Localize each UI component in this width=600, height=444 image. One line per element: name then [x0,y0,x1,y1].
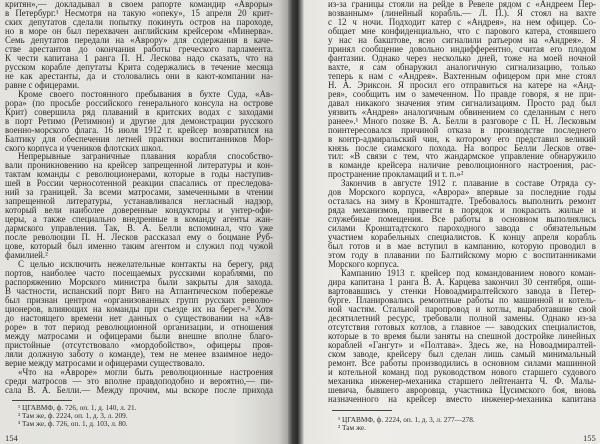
book-spine-gutter [288,0,304,444]
text-line: критян»,— докладывал в своем рапорте командир «Авроры» [5,0,273,9]
footnote: ¹ ЦГАВМФ, ф. 726, оп. 1, д. 140, л. 21. [18,403,137,412]
text-line: рора» (по просьбе российского генерального консула на острове [5,98,273,108]
left-page [0,0,290,444]
text-line: ционеров, влияющих на команды при съезде их на берег».³ Хотя [5,304,273,314]
text-line: шевича, бывшего авроровца, участника Цусимского боя, вновь [328,385,596,395]
text-line: ского корпуса и учеников флотских школ. [5,143,164,153]
text-line: Балтику для обеспечения летней практики воспитанников Мор- [5,134,273,144]
text-line: ском заводе, крейсеру был сделан лишь самый минимальный [328,349,596,359]
text-line: назначенного на крейсер вместо инженер-механика капитана [328,394,596,404]
text-line: тил: «В связи с тем, что жандармское управление обнаружило [328,152,596,162]
text-line: сала В. А. Белли.— Между прочим, мы вскоре после прихода [5,385,273,395]
text-line: пространение прокламаций и т. п.»² [328,170,464,180]
footnote: ³ Там же, ф. 726, оп. 1, д. 103, л. 80. [18,419,128,428]
text-line: тактам команды с революционерами, которые в годы наступив- [5,170,273,180]
text-line: Кампанию 1913 г. крейсер под командованием нового коман- [341,269,596,279]
text-line: принял сообщение довольно индифферентно, считая его плодом [328,44,596,54]
text-line: механика инженер-механика старшего лейтенанта Ч. Ф. Малы- [328,376,596,386]
footnote: ² Там же. [338,423,366,432]
text-line: этом году в плавании по Балтийскому морю с воспитанниками [328,251,596,261]
text-line: которые в то время были заняты на спешной достройке линейных [328,331,596,341]
text-line: давал никакого значения этим сигнализациям. Просто рад был [328,98,596,108]
text-line: общает мне конфиденциально, что с парового катера, стоявшего [328,26,596,36]
text-line: ляли должную заботу о команде), тем не менее взаимное недо- [5,349,273,359]
left-page-body [5,0,273,395]
text-line: уязвить «Андрея» аналогичным обвинением со сделанным с него [328,107,596,117]
text-line: между матросами и офицерами были внешне вполне благо- [5,331,273,341]
text-line: фамилией.² [5,251,48,261]
text-line: ранее».¹ Много позже В. А. Белли в разговоре с П. Н. Лесковым [328,116,596,126]
text-line: шей в России черносотенной реакции спасались от преследова- [5,179,273,189]
text-line: поинтересовался причиной отказа в производстве последнего [328,125,596,135]
text-line: служебные помещения. Все работы в основном выполнялись [328,215,596,225]
text-line: вахте, я сам обнаружил аналогичную сигнализацию, только [328,62,596,72]
text-line: отсутствия готовых котлов, а главное — заводских специалистов, [328,322,596,332]
text-line: после революции П. Н. Лесков рассказал ему о боцмане Руб- [5,233,273,243]
text-line: вартовавшись у стенки Новоадмиралтейского завода в Петер- [328,287,596,296]
text-line: но в море он был перехвачен английским крейсером «Минерва». [5,26,273,36]
right-page [304,0,600,444]
text-line: Закончив в августе 1912 г. плавание в составе Отряда су- [341,179,596,189]
text-line: Морского корпуса. [328,260,399,270]
text-line: вали проникновению на крейсер запрещенной литературы и кон- [5,161,273,171]
text-line: С целью исключить нежелательные контакты на берегу, ряд [18,260,273,270]
text-line: Кроме своего постоянного пребывания в бухте Суда, «Ав- [18,89,273,99]
text-line: участием корабельных специалистов. К концу апреля корабль [328,233,596,243]
footnote: ¹ ЦГАВМФ, ф. 2224, оп. 1, д. 3, л. 277—278. [338,415,475,424]
text-line: ной частям. Стальной паропровод и котлы, выработавшие свой [328,304,596,314]
text-line: портов, наиболее часто посещаемых русскими кораблями, по [5,269,273,279]
footnote-divider [332,410,392,411]
text-line: ремонт. Все работы производились в основном силами машинной [328,358,596,368]
text-line: русском корабле депутаты Крита содержались в течение месяца [5,62,273,72]
text-line: запрещенной литературы, устанавливался негласный надзор, [5,197,273,207]
text-line: дира капитана 1 ранга В. А. Карцева закончил 30 сентября, оши- [328,278,596,287]
text-line: ряда механизмов, привести в порядок и покрасить жилые и [328,206,596,216]
text-line: был готов и в мае вступил в кампанию, которую проводил в [328,242,596,252]
text-line: Крит) совершила ряд плаваний в критских водах с заходами [5,107,273,117]
text-line: силами Кронштадтского пароходного завода с обязательным [328,224,596,234]
text-line: фантазии. Однако через несколько дней, тоже на моей ночной [328,53,596,63]
text-line: у нас на бакштове, ясно сигналили ратьером на «Андрея». Я [328,35,596,45]
text-line: стве арестантов до окончания работы греческого парламента. [5,44,273,54]
text-line: цове, который был именно таким агентом и служил под чужой [5,242,273,252]
text-line: В частности, испанский порт Виго на Атлантическом побережье [5,287,273,296]
footnote: ² Там же, ф. 2224, оп. 1, д. 3, л. 209. [18,411,128,420]
text-line: в команде крейсера наличие революционного настроения, рас- [328,161,596,171]
text-line: верие между матросами и офицерами существовало. [5,358,205,368]
text-line: и котельной команд под руководством нового старшего судового [328,367,596,377]
text-line: с 12 ч ночи. Подходит катер с «Андрея», на нем офицер. Со- [328,17,596,27]
right-page-body [328,0,596,404]
footnote-divider [12,400,72,401]
text-line: в Петербург.¹ Несмотря на такую «опеку», 15 апреля 20 крит- [5,8,273,18]
text-line: К чести капитана 1 ранга П. Н. Лескова надо сказать, что на [5,53,273,63]
page-number: 155 [583,433,596,443]
text-line: который вели наиболее доверенные кондукторы и унтер-офи- [5,206,273,216]
text-line: дармского управления. Так, В. А. Белли вспоминал, что уже [5,224,273,234]
text-line: военно-морского флага. 16 июля 1912 г. крейсер возвратился на [5,125,273,135]
text-line: Н. А. Эриксон. Я просил его отправиться на катере на «Анд- [328,80,596,90]
text-line: был признан центром «организованных групп русских револю- [5,295,273,305]
text-line: десятилетний ресурс, требовали полной замены. Однако из-за [328,313,596,323]
text-line: дов Морского корпуса, «Аврора» впервые за последние годы [328,188,596,198]
text-line: распоряжению Морского министра были закрыты для захода. [5,278,273,287]
text-line: не как арестанты, да и столовались они в кают-компании на- [5,71,273,81]
text-line: из-за границы стояли на рейде в Ревеле рядом с «Андреем Пер- [328,0,596,9]
text-line: бурге. Планировались ремонтные работы по машинной и котель- [328,295,596,305]
text-line: среди матросов — это вполне правдоподобно и вероятно,— пи- [5,376,273,386]
text-line: церы, а также специально внедренные в команду агенты жан- [5,215,273,225]
text-line: возванным» (линейный корабль.— Л. П.). Я стоял на вахте [328,8,596,18]
text-line: теперь к нам с «Андрея». Вахтенным офицером при мне стоял [328,71,596,81]
text-line: осталась на зиму в Кронштадте. Требовалось выполнить ремонт [328,197,596,207]
page-number: 154 [5,433,18,443]
text-line: ских депутатов сделали попытку покинуть остров на пароходе, [5,17,273,27]
text-line: в порт Ретимо (Ретимнон) и другие для демонстрации русского [5,116,273,126]
text-line: до настоящего времени нет данных о существовании на «Ав- [5,313,273,323]
text-line: в контр-адмиральский чин, к которому его представил великий [328,134,596,144]
text-line: Непрерывные заграничные плавания корабля способство- [18,152,273,162]
text-line: роре» в тот период революционной организации, и отношения [5,322,273,332]
text-line: кораблей «Гангут» и «Полтава». Здесь же, на Новоадмиралтей- [328,340,596,350]
text-line: князь после сиамского похода. На вопрос Белли Лесков отве- [328,143,596,153]
text-line: пристойные (отсутствовало «мордобойство», офицеры проя- [5,340,273,350]
text-line: равне с офицерами. [5,80,80,90]
text-line: «Что на «Авроре» могли быть революционные настроения [18,367,273,377]
text-line: Семь депутатов передали на «Аврору» для содержания в каче- [5,35,273,45]
text-line: ний за границей. За всеми матросами, замеченными в чтении [5,188,273,198]
text-line: рея», сообщить им о замеченном. По правде говоря, я не при- [328,89,596,99]
